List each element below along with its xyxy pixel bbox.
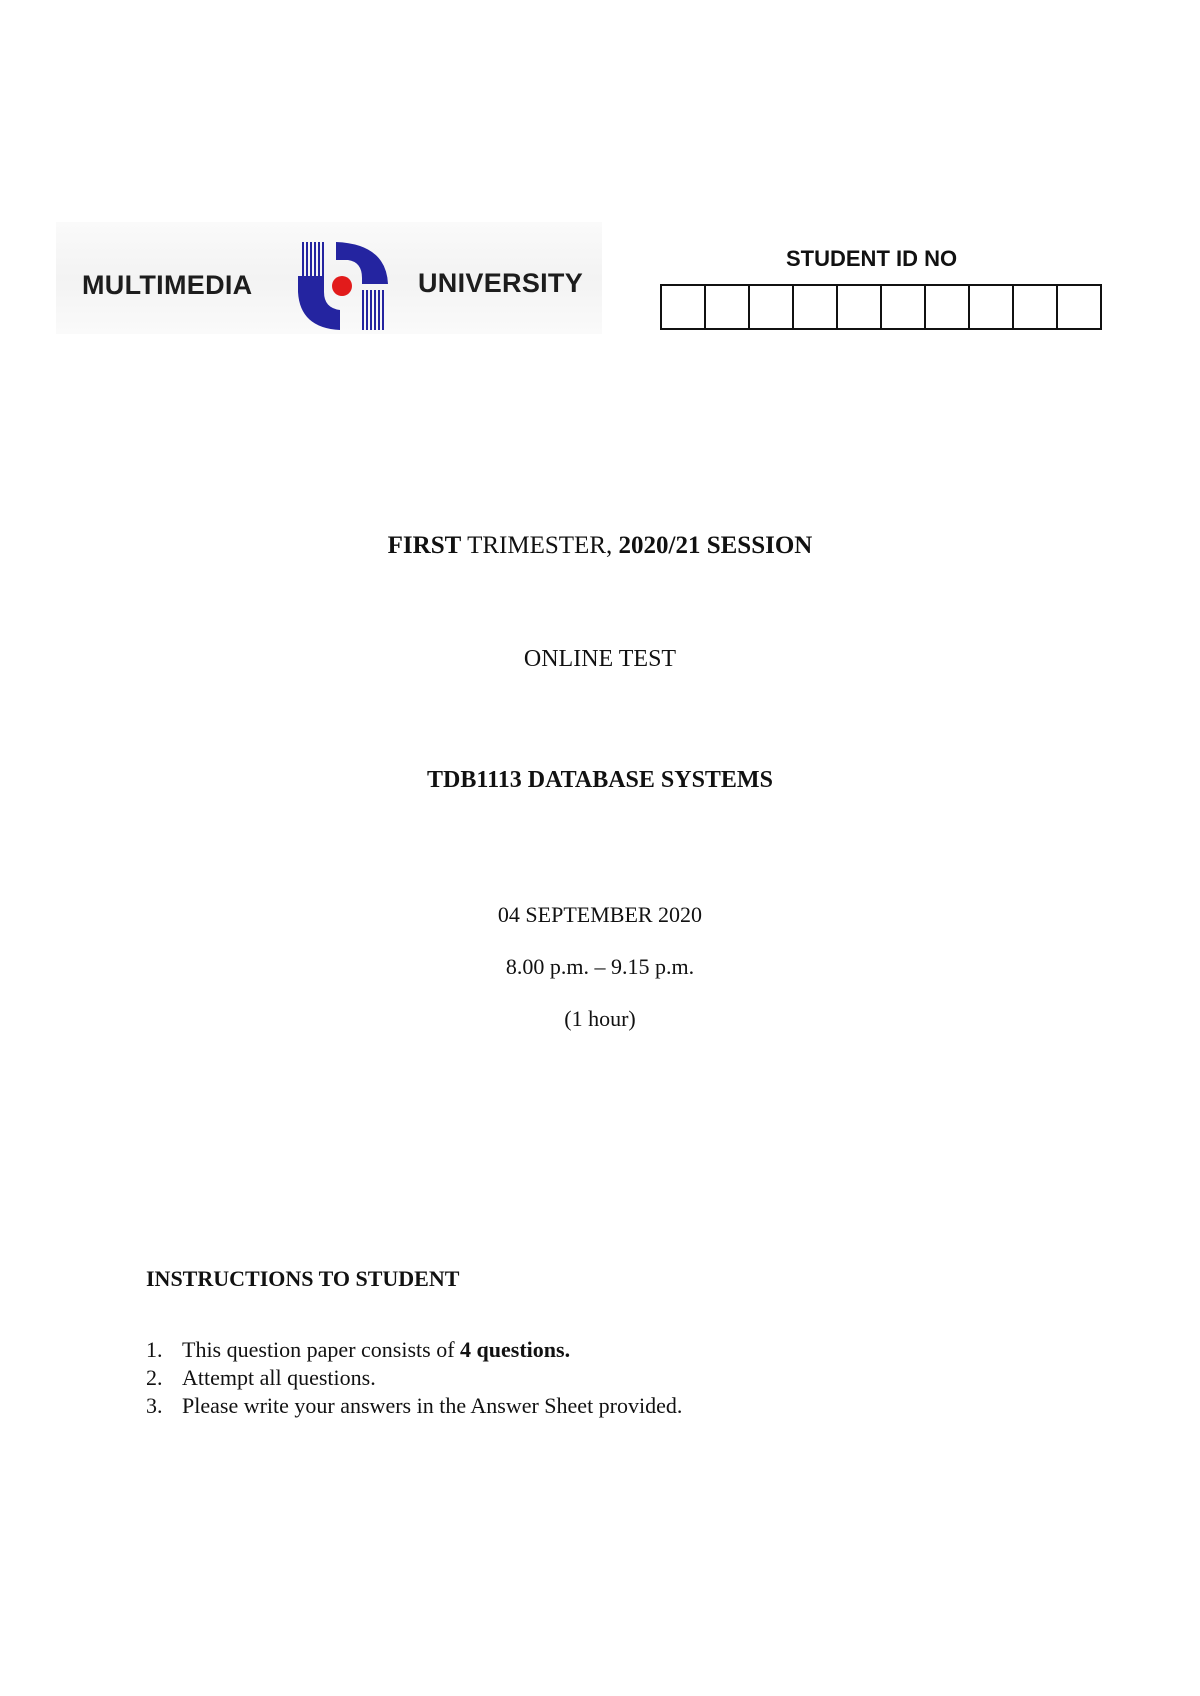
student-id-digit-box[interactable] [1056,284,1102,330]
instruction-item [146,1336,682,1364]
instruction-text-bold: 4 questions. [460,1337,571,1362]
course-title: TDB1113 DATABASE SYSTEMS [427,767,773,793]
student-id-digit-box[interactable] [1012,284,1058,330]
student-id-digit-box[interactable] [748,284,794,330]
student-id-digit-box[interactable] [880,284,926,330]
instruction-text-plain: This question paper consists of [182,1337,461,1362]
session-title-year: 2020/21 SESSION [618,532,813,559]
session-title [0,532,1200,560]
instructions-list [146,1336,682,1420]
exam-date: 04 SEPTEMBER 2020 [497,902,703,927]
logo-text-university: UNIVERSITY [418,268,584,298]
instructions-heading: INSTRUCTIONS TO STUDENT [146,1266,460,1291]
instruction-text: Please write your answers in the Answer Sheet provided. [182,1393,683,1418]
university-emblem-icon [296,240,392,332]
instruction-number: 2. [146,1365,163,1390]
student-id-digit-box[interactable] [792,284,838,330]
student-id-digit-box[interactable] [836,284,882,330]
test-type: ONLINE TEST [523,646,677,672]
instruction-text [182,1336,570,1364]
student-id-digit-box[interactable] [660,284,706,330]
session-title-first: FIRST [387,532,462,559]
exam-time: 8.00 p.m. – 9.15 p.m. [505,954,695,979]
student-id-digit-box[interactable] [968,284,1014,330]
student-id-boxes[interactable] [660,284,1102,330]
exam-duration: (1 hour) [564,1006,636,1031]
student-id-digit-box[interactable] [704,284,750,330]
logo-text-multimedia: MULTIMEDIA [82,270,253,300]
instruction-text: Attempt all questions. [182,1365,376,1390]
instruction-number: 1. [146,1337,163,1362]
session-title-trimester: TRIMESTER, [467,532,613,559]
instruction-item [146,1392,682,1420]
instruction-item [146,1364,682,1392]
student-id-label: STUDENT ID NO [786,246,958,271]
student-id-digit-box[interactable] [924,284,970,330]
instruction-number: 3. [146,1393,163,1418]
